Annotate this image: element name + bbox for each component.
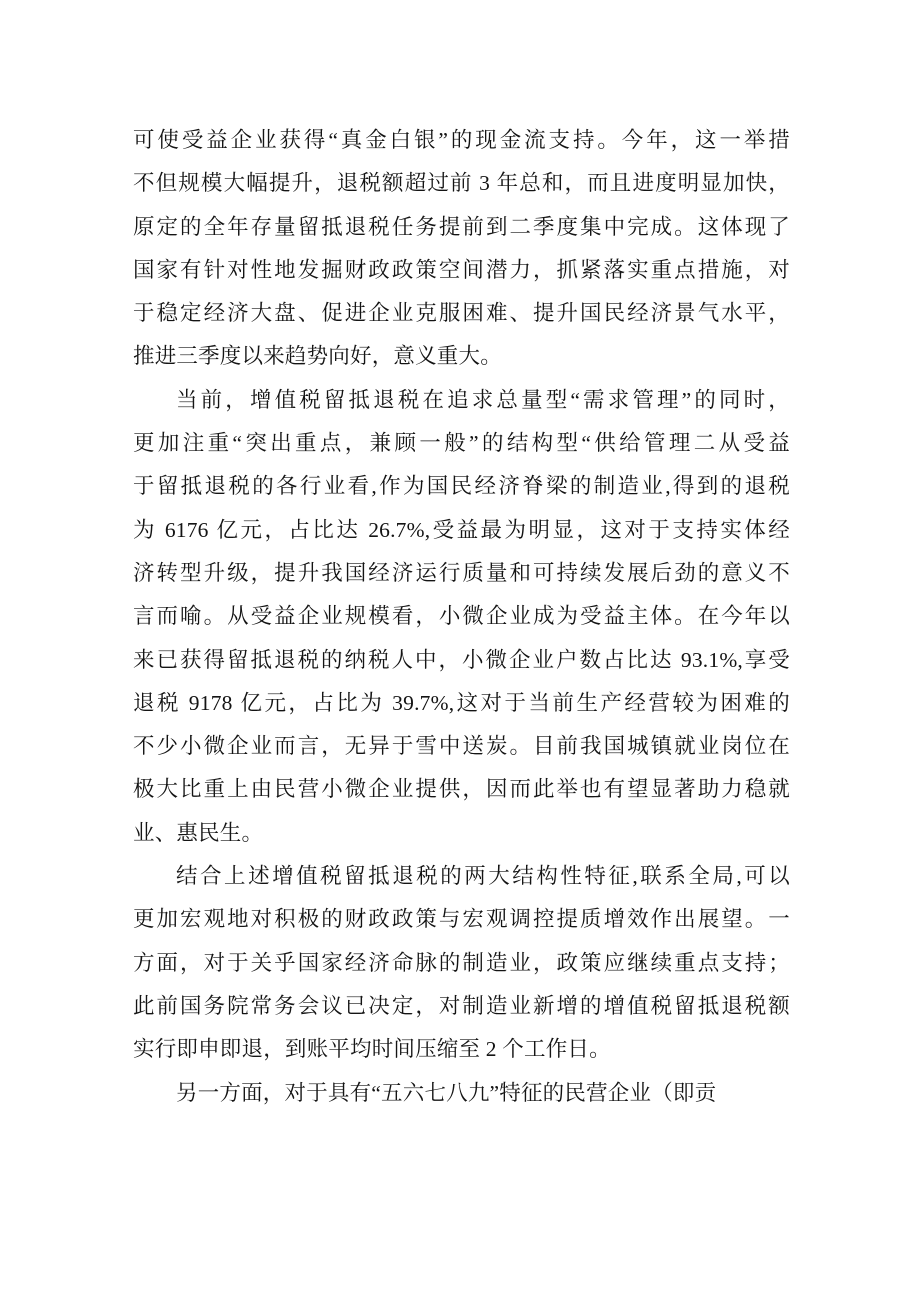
text-line: 济转型升级，提升我国经济运行质量和可持续发展后劲的意义不	[133, 560, 790, 585]
text-line: 于留抵退税的各行业看,作为国民经济脊梁的制造业,得到的退税	[133, 474, 790, 499]
text-line: 业、惠民生。	[133, 820, 264, 845]
text-line: 原定的全年存量留抵退税任务提前到二季度集中完成。这体现了	[133, 214, 790, 239]
text-line: 不但规模大幅提升，退税额超过前 3 年总和，而且进度明显加快，	[133, 171, 790, 196]
text-line: 来已获得留抵退税的纳税人中，小微企业户数占比达 93.1%,享受	[133, 647, 790, 672]
text-line: 另一方面，对于具有“五六七八九”特征的民营企业（即贡	[176, 1080, 717, 1105]
text-line: 言而喻。从受益企业规模看，小微企业成为受益主体。在今年以	[133, 604, 790, 629]
text-line: 更加注重“突出重点，兼顾一般”的结构型“供给管理二从受益	[133, 431, 790, 456]
page-text	[133, 119, 790, 1115]
text-line: 更加宏观地对积极的财政政策与宏观调控提质增效作出展望。一	[133, 907, 790, 932]
text-line: 实行即申即退，到账平均时间压缩至 2 个工作日。	[133, 1037, 611, 1062]
text-line: 可使受益企业获得“真金白银”的现金流支持。今年，这一举措	[133, 128, 790, 152]
text-line: 当前，增值税留抵退税在追求总量型“需求管理”的同时，	[176, 387, 790, 412]
text-line: 退税 9178 亿元，占比为 39.7%,这对于当前生产经营较为困难的	[133, 690, 790, 715]
text-line: 不少小微企业而言，无异于雪中送炭。目前我国城镇就业岗位在	[133, 734, 790, 759]
text-line: 为 6176 亿元，占比达 26.7%,受益最为明显，这对于支持实体经	[133, 517, 790, 542]
text-line: 推进三季度以来趋势向好，意义重大。	[133, 344, 502, 369]
text-line: 结合上述增值税留抵退税的两大结构性特征,联系全局,可以	[176, 864, 790, 889]
text-line: 国家有针对性地发掘财政政策空间潜力，抓紧落实重点措施，对	[133, 257, 790, 282]
text-line: 极大比重上由民营小微企业提供，因而此举也有望显著助力稳就	[133, 777, 790, 802]
text-line: 方面，对于关乎国家经济命脉的制造业，政策应继续重点支持；	[133, 950, 790, 975]
text-line: 此前国务院常务会议已决定，对制造业新增的增值税留抵退税额	[133, 993, 790, 1018]
text-line: 于稳定经济大盘、促进企业克服困难、提升国民经济景气水平，	[133, 301, 790, 326]
